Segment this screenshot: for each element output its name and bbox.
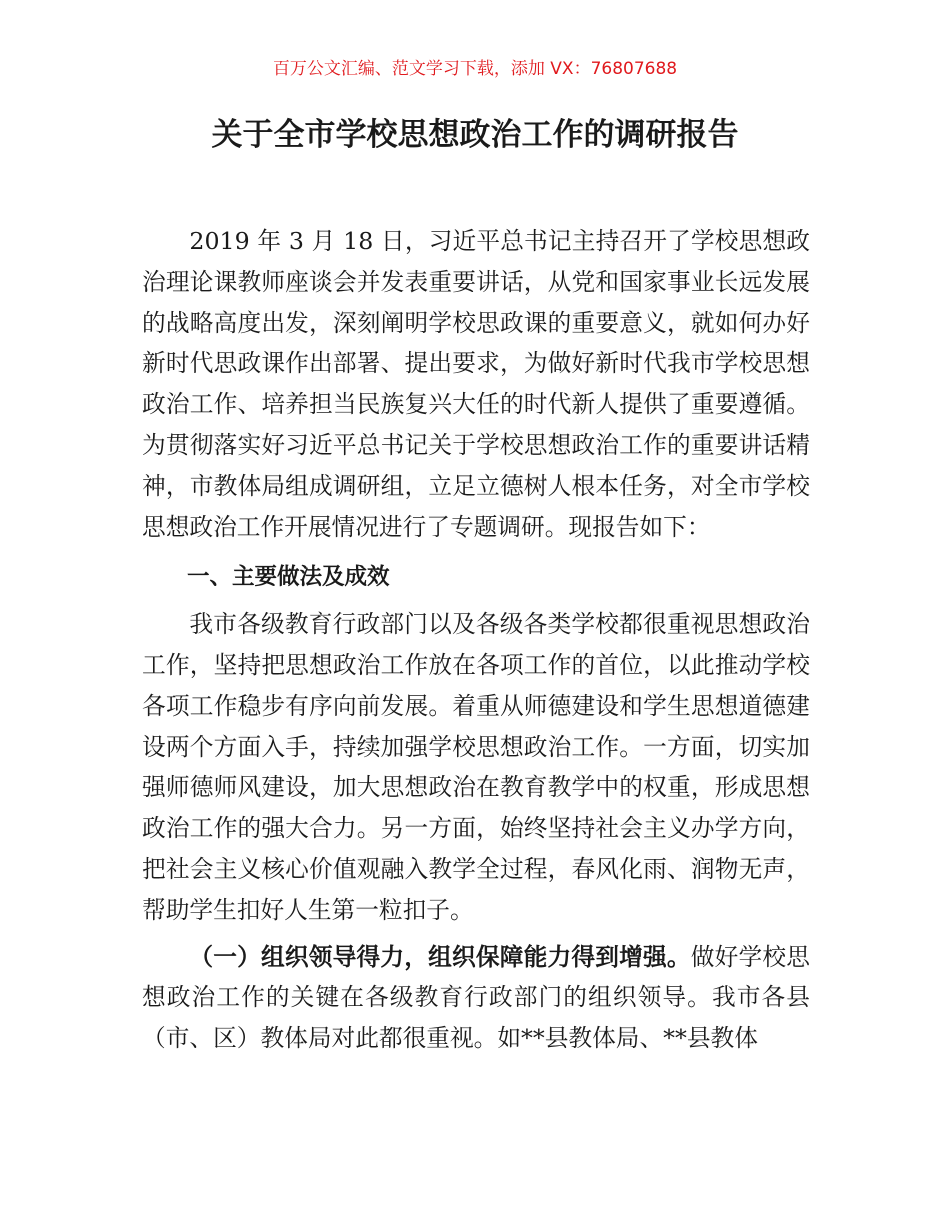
document-body <box>142 221 810 1059</box>
section-paragraph: 我市各级教育行政部门以及各级各类学校都很重视思想政治工作，坚持把思想政治工作放在各项工作的首位，以此推动学校各项工作稳步有序向前发展。着重从师德建设和学生思想道德建设两个方面入手，持续加强学校思想政治工作。一方面，切实加强师德师风建设，加大思想政治在教育教学中的权重，形成思想政治工作的强大合力。另一方面，始终坚持社会主义办学方向，把社会主义核心价值观融入教学全过程，春风化雨、润物无声，帮助学生扣好人生第一粒扣子。 <box>142 610 810 924</box>
section-heading: 一、主要做法及成效 <box>187 564 390 591</box>
watermark-banner: 百万公文汇编、范文学习下载，添加 VX：76807688 <box>272 59 678 79</box>
subsection-body: 做好学校思想政治工作的关键在各级教育行政部门的组织领导。我市各县（市、区）教体局对此都很重视。如**县教体局、**县教体 <box>142 942 810 1053</box>
subsection-heading: （一）组织领导得力，组织保障能力得到增强。 <box>189 942 691 971</box>
intro-paragraph: 2019 年 3 月 18 日，习近平总书记主持召开了学校思想政治理论课教师座谈会并发表重要讲话，从党和国家事业长远发展的战略高度出发，深刻阐明学校思政课的重要意义，就如何办好新时代思政课作出部署、提出要求，为做好新时代我市学校思想政治工作、培养担当民族复兴大任的时代新人提供了重要遵循。为贯彻落实好习近平总书记关于学校思想政治工作的重要讲话精神，市教体局组成调研组，立足立德树人根本任务，对全市学校思想政治工作开展情况进行了专题调研。现报告如下： <box>142 227 810 541</box>
subsection-paragraph <box>142 937 810 1059</box>
document-title: 关于全市学校思想政治工作的调研报告 <box>211 117 739 153</box>
